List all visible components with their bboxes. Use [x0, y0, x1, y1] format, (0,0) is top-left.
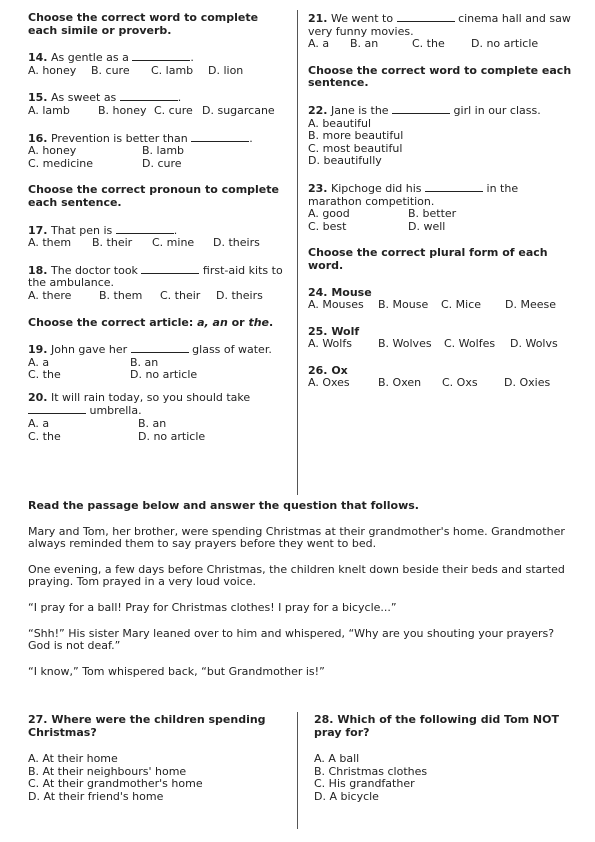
q21-blank	[397, 12, 455, 22]
q16-text-post: .	[249, 131, 253, 145]
question-15	[28, 91, 290, 117]
q15-number: 15.	[28, 91, 48, 105]
sentence-heading: Choose the correct word to complete each sentence.	[308, 63, 572, 90]
article-heading-end: .	[269, 315, 274, 329]
q18-blank	[141, 264, 199, 274]
q15-blank	[120, 91, 178, 101]
q27-option-c: C. At their grandmother's home	[28, 777, 203, 791]
passage-paragraph-2: One evening, a few days before Christmas, the children knelt down beside their beds and started praying. Tom prayed in a very loud voice.	[28, 562, 565, 589]
q19-option-d: D. no article	[130, 368, 198, 382]
q14-option-d: D. lion	[208, 63, 244, 77]
q27-option-a: A. At their home	[28, 752, 118, 766]
q20-blank	[28, 404, 86, 414]
q23-number: 23.	[308, 181, 328, 195]
q16-option-d: D. cure	[142, 156, 182, 170]
q19-option-b: B. an	[130, 355, 159, 369]
q18-text-pre: The doctor took	[47, 263, 142, 277]
q22-blank	[392, 104, 450, 114]
question-22	[308, 104, 574, 168]
q16-text-pre: Prevention is better than	[47, 131, 192, 145]
article-heading-text: Choose the correct article:	[28, 315, 198, 329]
q14-option-b: B. cure	[91, 63, 130, 77]
question-19	[28, 343, 290, 382]
q24-option-a: A. Mouses	[308, 298, 364, 312]
q20-text-pre: It will rain today, so you should take	[47, 390, 251, 404]
q27-option-d: D. At their friend's home	[28, 789, 164, 803]
q19-blank	[131, 343, 189, 353]
q14-number: 14.	[28, 51, 48, 65]
q17-text-post: .	[173, 223, 178, 237]
q17-option-d: D. theirs	[213, 236, 260, 250]
q14-text-post: .	[190, 51, 194, 65]
q22-option-c: C. most beautiful	[308, 141, 403, 155]
q18-option-d: D. theirs	[216, 288, 263, 302]
question-27	[28, 714, 290, 804]
q23-blank	[425, 182, 483, 192]
passage-paragraph-4: “Shh!” His sister Mary leaned over to him and whispered, “Why are you shouting your prayers? God is not deaf.”	[28, 626, 555, 653]
article-heading-mid: or	[227, 315, 249, 329]
q24-title: 24. Mouse	[308, 285, 372, 299]
q20-text-post: umbrella.	[86, 404, 142, 418]
q20-option-b: B. an	[138, 417, 167, 431]
q28-option-b: B. Christmas clothes	[314, 764, 428, 778]
pronoun-heading: Choose the correct pronoun to complete each sentence.	[28, 183, 279, 209]
q16-blank	[191, 132, 249, 142]
q28-option-d: D. A bicycle	[314, 789, 379, 803]
q17-blank	[116, 224, 174, 234]
passage-heading: Read the passage below and answer the question that follows.	[28, 499, 419, 512]
q24-option-b: B. Mouse	[378, 298, 429, 312]
question-28	[314, 714, 574, 804]
q15-option-b: B. honey	[98, 103, 147, 117]
q26-option-b: B. Oxen	[378, 376, 422, 390]
q14-blank	[132, 51, 190, 61]
article-heading-em: a, an	[197, 315, 228, 329]
q17-option-c: C. mine	[152, 236, 195, 250]
q14-option-a: A. honey	[28, 63, 77, 77]
q14-text-pre: As gentle as a	[47, 51, 133, 65]
q15-option-d: D. sugarcane	[202, 103, 275, 117]
q27-title: 27. Where were the children spending Christmas?	[28, 713, 266, 739]
q28-option-a: A. A ball	[314, 752, 360, 766]
q24-option-c: C. Mice	[441, 298, 482, 312]
q26-option-d: D. Oxies	[504, 376, 551, 390]
passage-paragraph-1: Mary and Tom, her brother, were spending Christmas at their grandmother's home. Grandmother always reminded them to say prayers before they went to bed.	[28, 524, 565, 551]
q19-text-pre: John gave her	[47, 343, 131, 357]
q18-option-a: A. there	[28, 288, 72, 302]
question-24	[308, 287, 574, 312]
q19-option-c: C. the	[28, 368, 61, 382]
q15-text-pre: As sweet as	[47, 91, 120, 105]
q20-option-d: D. no article	[138, 429, 206, 443]
q18-text-post: first-aid kits to the ambulance.	[28, 263, 283, 290]
q25-option-c: C. Wolfes	[444, 337, 496, 351]
right-column	[308, 12, 574, 390]
q18-option-c: C. their	[160, 288, 201, 302]
q21-option-a: A. a	[308, 37, 330, 51]
q14-option-c: C. lamb	[151, 63, 194, 77]
q21-number: 21.	[308, 12, 328, 25]
column-divider-bottom	[297, 712, 298, 829]
q25-option-d: D. Wolvs	[510, 337, 558, 351]
passage-paragraph-5: “I know,” Tom whispered back, “but Grandmother is!”	[28, 664, 325, 678]
q22-option-a: A. beautiful	[308, 116, 372, 130]
q23-text-post: in the marathon competition.	[308, 181, 519, 208]
plural-heading: Choose the correct plural form of each word.	[308, 246, 548, 272]
q26-option-a: A. Oxes	[308, 376, 350, 390]
q22-text-post: girl in our class.	[450, 103, 541, 117]
q16-option-c: C. medicine	[28, 156, 94, 170]
simile-heading: Choose the correct word to complete each simile or proverb.	[28, 11, 259, 37]
q26-title: 26. Ox	[308, 363, 348, 377]
question-18	[28, 264, 290, 303]
q25-option-b: B. Wolves	[378, 337, 432, 351]
left-column	[28, 12, 290, 443]
q15-text-post: .	[177, 91, 182, 105]
q22-option-d: D. beautifully	[308, 154, 382, 168]
q23-option-d: D. well	[408, 219, 446, 233]
q18-number: 18.	[28, 263, 48, 277]
q23-text-pre: Kipchoge did his	[327, 181, 426, 195]
q27-option-b: B. At their neighbours' home	[28, 764, 187, 778]
question-25	[308, 326, 574, 351]
q21-option-d: D. no article	[471, 37, 539, 51]
q22-text-pre: Jane is the	[327, 103, 393, 117]
q17-option-a: A. them	[28, 236, 72, 250]
q23-option-a: A. good	[308, 207, 350, 221]
q20-option-a: A. a	[28, 417, 50, 431]
q17-number: 17.	[28, 223, 48, 237]
q21-text-post: cinema hall and saw very funny movies.	[308, 12, 571, 38]
q15-option-a: A. lamb	[28, 103, 70, 117]
reading-passage	[28, 500, 568, 678]
question-21	[308, 12, 574, 51]
q17-text-pre: That pen is	[47, 223, 116, 237]
q19-number: 19.	[28, 343, 48, 357]
q21-option-b: B. an	[350, 37, 379, 51]
article-heading-em2: the	[248, 315, 269, 329]
q16-number: 16.	[28, 131, 48, 145]
q25-option-a: A. Wolfs	[308, 337, 352, 351]
question-23	[308, 182, 574, 233]
q28-option-c: C. His grandfather	[314, 777, 415, 791]
question-20	[28, 392, 290, 443]
q20-option-c: C. the	[28, 429, 61, 443]
q21-option-c: C. the	[412, 37, 445, 51]
q19-text-post: glass of water.	[188, 343, 272, 357]
q28-title: 28. Which of the following did Tom NOT pray for?	[314, 713, 559, 739]
q19-option-a: A. a	[28, 355, 50, 369]
q24-option-d: D. Meese	[505, 298, 556, 312]
q17-option-b: B. their	[92, 236, 133, 250]
q23-option-c: C. best	[308, 219, 347, 233]
article-heading	[28, 317, 290, 330]
q18-option-b: B. them	[99, 288, 143, 302]
q22-number: 22.	[308, 103, 328, 117]
q26-option-c: C. Oxs	[442, 376, 478, 390]
question-26	[308, 365, 574, 390]
question-14	[28, 51, 290, 77]
q22-option-b: B. more beautiful	[308, 129, 404, 143]
q25-title: 25. Wolf	[308, 324, 360, 338]
passage-paragraph-3: “I pray for a ball! Pray for Christmas clothes! I pray for a bicycle...”	[28, 600, 397, 614]
question-17	[28, 224, 290, 250]
q23-option-b: B. better	[408, 207, 457, 221]
q16-option-b: B. lamb	[142, 144, 185, 158]
question-16	[28, 132, 290, 171]
q20-number: 20.	[28, 390, 48, 404]
q16-option-a: A. honey	[28, 144, 77, 158]
q21-text-pre: We went to	[327, 12, 397, 25]
column-divider-top	[297, 10, 298, 495]
q15-option-c: C. cure	[154, 103, 193, 117]
